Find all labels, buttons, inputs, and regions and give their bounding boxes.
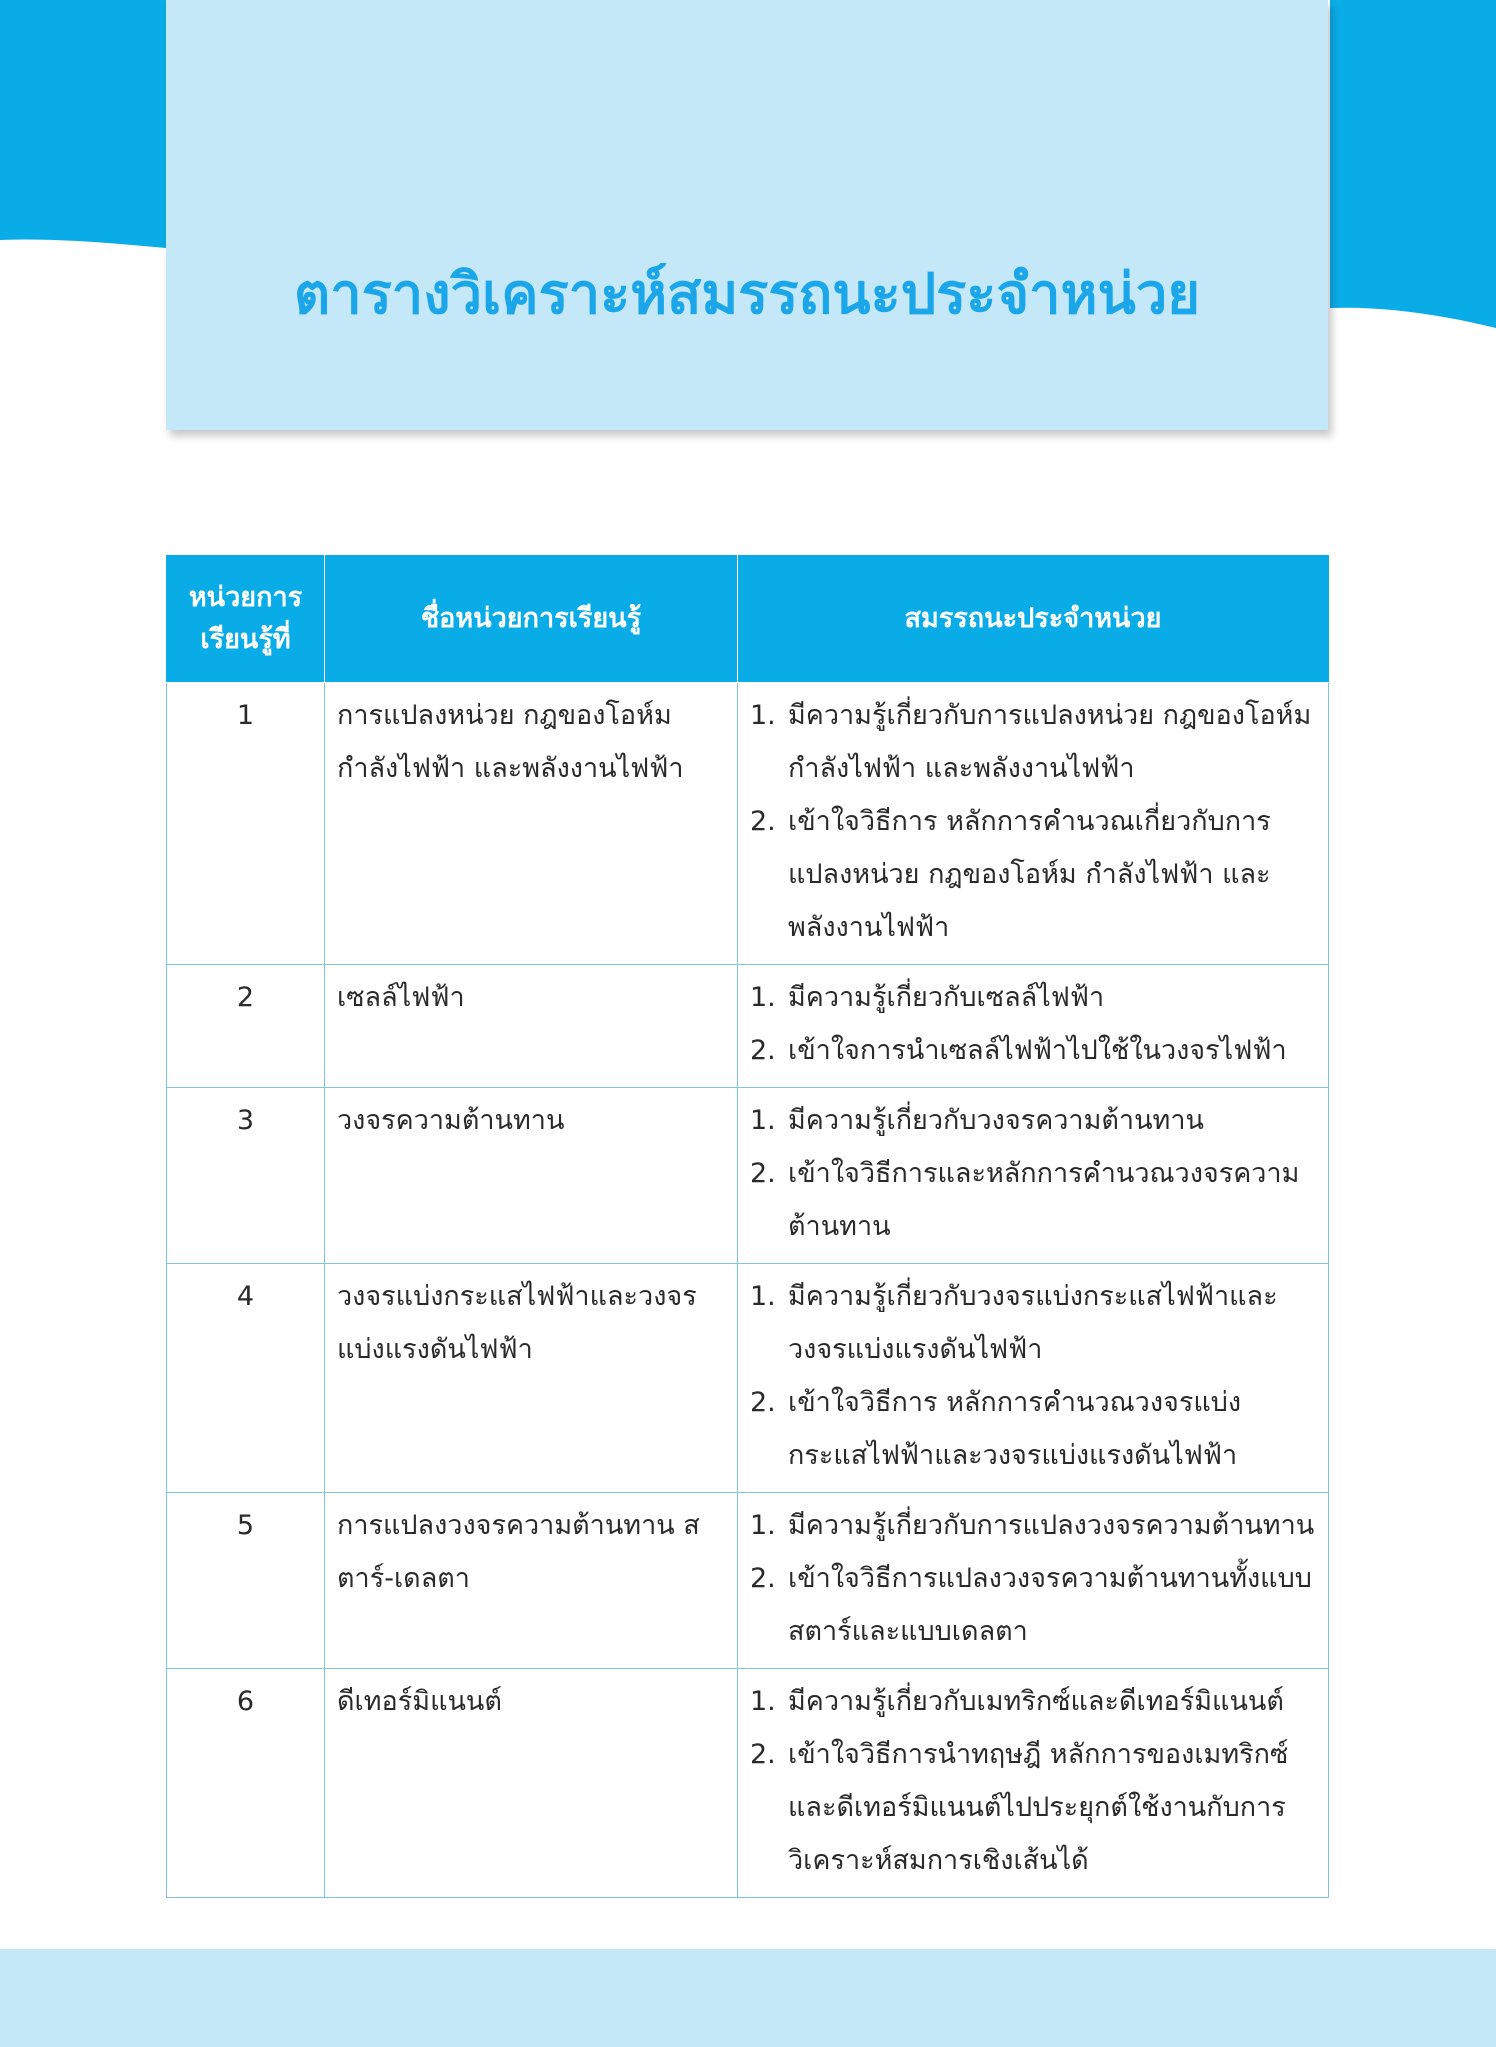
- competency-item: [750, 1094, 1318, 1147]
- header-unit-line1: หน่วยการ: [188, 582, 303, 613]
- unit-name: วงจรแบ่งกระแสไฟฟ้าและวงจรแบ่งแรงดันไฟฟ้า: [325, 1264, 738, 1493]
- unit-number: 1: [167, 683, 325, 965]
- competency-text: เข้าใจวิธีการ หลักการคำนวณวงจรแบ่งกระแสไฟฟ้าและวงจรแบ่งแรงดันไฟฟ้า: [788, 1387, 1242, 1471]
- competency-number: 1.: [750, 700, 776, 731]
- competency-number: 2.: [750, 1158, 776, 1189]
- unit-name: การแปลงวงจรความต้านทาน สตาร์-เดลตา: [325, 1493, 738, 1669]
- competency-cell: [738, 683, 1329, 965]
- competency-text: มีความรู้เกี่ยวกับการแปลงหน่วย กฎของโอห์ม กำลังไฟฟ้า และพลังงานไฟฟ้า: [788, 700, 1312, 784]
- table-row: [167, 1088, 1329, 1264]
- competency-item: [750, 1728, 1318, 1887]
- unit-number: 2: [167, 965, 325, 1088]
- unit-number: 3: [167, 1088, 325, 1264]
- footer-band: [0, 1949, 1496, 2047]
- competency-text: มีความรู้เกี่ยวกับเซลล์ไฟฟ้า: [788, 982, 1105, 1013]
- competency-number: 1.: [750, 982, 776, 1013]
- unit-number: 5: [167, 1493, 325, 1669]
- unit-number: 6: [167, 1669, 325, 1898]
- competency-text: เข้าใจวิธีการนำทฤษฎี หลักการของเมทริกซ์และดีเทอร์มิแนนต์ไปประยุกต์ใช้งานกับการวิเคราะห์สมการเชิงเส้นได้: [788, 1739, 1289, 1876]
- unit-name: การแปลงหน่วย กฎของโอห์ม กำลังไฟฟ้า และพลังงานไฟฟ้า: [325, 683, 738, 965]
- competency-text: เข้าใจวิธีการและหลักการคำนวณวงจรความต้านทาน: [788, 1158, 1300, 1242]
- competency-list: [750, 689, 1318, 954]
- header-competency: สมรรถนะประจำหน่วย: [738, 556, 1329, 683]
- competency-text: เข้าใจวิธีการแปลงวงจรความต้านทานทั้งแบบสตาร์และแบบเดลตา: [788, 1563, 1312, 1647]
- unit-name: วงจรความต้านทาน: [325, 1088, 738, 1264]
- competency-number: 2.: [750, 1387, 776, 1418]
- competency-number: 1.: [750, 1686, 776, 1717]
- competency-list: [750, 1499, 1318, 1658]
- competency-text: เข้าใจวิธีการ หลักการคำนวณเกี่ยวกับการแปลงหน่วย กฎของโอห์ม กำลังไฟฟ้า และพลังงานไฟฟ้า: [788, 806, 1271, 943]
- competency-list: [750, 1270, 1318, 1482]
- competency-text: มีความรู้เกี่ยวกับการแปลงวงจรความต้านทาน: [788, 1510, 1315, 1541]
- competency-table: [166, 555, 1329, 1898]
- competency-item: [750, 1675, 1318, 1728]
- title-card: [166, 0, 1328, 430]
- competency-text: มีความรู้เกี่ยวกับวงจรความต้านทาน: [788, 1105, 1204, 1136]
- header-unit-name: ชื่อหน่วยการเรียนรู้: [325, 556, 738, 683]
- competency-number: 2.: [750, 1035, 776, 1066]
- unit-name: เซลล์ไฟฟ้า: [325, 965, 738, 1088]
- competency-number: 1.: [750, 1281, 776, 1312]
- competency-item: [750, 795, 1318, 954]
- table-row: [167, 1264, 1329, 1493]
- competency-text: เข้าใจการนำเซลล์ไฟฟ้าไปใช้ในวงจรไฟฟ้า: [788, 1035, 1287, 1066]
- competency-number: 2.: [750, 806, 776, 837]
- competency-item: [750, 971, 1318, 1024]
- header-unit-line2: เรียนรู้ที่: [200, 624, 291, 655]
- unit-name: ดีเทอร์มิแนนต์: [325, 1669, 738, 1898]
- unit-number: 4: [167, 1264, 325, 1493]
- header-unit-number: [167, 556, 325, 683]
- competency-cell: [738, 1264, 1329, 1493]
- competency-item: [750, 1552, 1318, 1658]
- competency-text: มีความรู้เกี่ยวกับเมทริกซ์และดีเทอร์มิแนนต์: [788, 1686, 1284, 1717]
- table-row: [167, 1493, 1329, 1669]
- competency-cell: [738, 1493, 1329, 1669]
- page-title: ตารางวิเคราะห์สมรรถนะประจำหน่วย: [293, 262, 1201, 327]
- competency-list: [750, 1094, 1318, 1253]
- competency-number: 2.: [750, 1563, 776, 1594]
- competency-item: [750, 1147, 1318, 1253]
- competency-text: มีความรู้เกี่ยวกับวงจรแบ่งกระแสไฟฟ้าและวงจรแบ่งแรงดันไฟฟ้า: [788, 1281, 1278, 1365]
- competency-item: [750, 689, 1318, 795]
- table-row: [167, 1669, 1329, 1898]
- competency-number: 2.: [750, 1739, 776, 1770]
- competency-cell: [738, 1088, 1329, 1264]
- competency-list: [750, 971, 1318, 1077]
- competency-list: [750, 1675, 1318, 1887]
- competency-item: [750, 1499, 1318, 1552]
- competency-number: 1.: [750, 1105, 776, 1136]
- table-row: [167, 683, 1329, 965]
- table-row: [167, 965, 1329, 1088]
- competency-item: [750, 1270, 1318, 1376]
- competency-item: [750, 1376, 1318, 1482]
- table-header-row: [167, 556, 1329, 683]
- competency-cell: [738, 965, 1329, 1088]
- competency-number: 1.: [750, 1510, 776, 1541]
- competency-cell: [738, 1669, 1329, 1898]
- competency-item: [750, 1024, 1318, 1077]
